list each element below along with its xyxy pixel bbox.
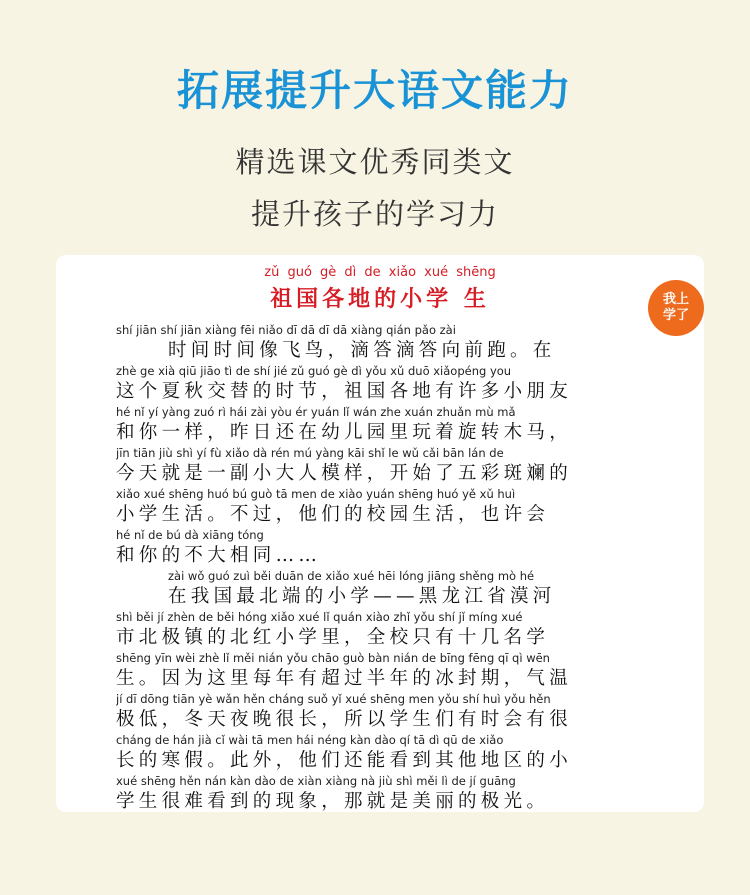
passage-line bbox=[116, 568, 636, 609]
article-title: 祖国各地的小学 生 bbox=[270, 286, 490, 312]
hanzi-line: 市北极镇的北红小学里，全校只有十几名学 bbox=[116, 627, 550, 648]
hanzi-line: 小学生活。不过，他们的校园生活，也许会 bbox=[116, 504, 550, 525]
subheadline-2: 提升孩子的学习力 bbox=[250, 197, 499, 231]
hanzi-line: 这个夏秋交替的时节，祖国各地有许多小朋友 bbox=[116, 381, 573, 402]
pinyin-line: shì běi jí zhèn de běi hóng xiǎo xué lǐ quán xiào zhǐ yǒu shí jǐ míng xué bbox=[116, 610, 523, 624]
hanzi-line: 长的寒假。此外，他们还能看到其他地区的小 bbox=[116, 750, 573, 771]
pinyin-line: jīn tiān jiù shì yí fù xiǎo dà rén mú yàng kāi shǐ le wǔ cǎi bān lán de bbox=[116, 446, 504, 460]
badge-line-2: 学了 bbox=[662, 308, 689, 323]
pinyin-line: zài wǒ guó zuì běi duān de xiǎo xué hēi lóng jiāng shěng mò hé bbox=[168, 569, 535, 583]
pinyin-line: hé nǐ yí yàng zuó rì hái zài yòu ér yuán lǐ wán zhe xuán zhuǎn mù mǎ bbox=[116, 405, 516, 419]
passage-line bbox=[116, 322, 636, 363]
hanzi-line: 和你的不大相同…… bbox=[116, 545, 322, 566]
hanzi-line: 今天就是一副小大人模样，开始了五彩斑斓的 bbox=[116, 463, 573, 484]
passage-line bbox=[116, 445, 636, 486]
pinyin-line: xué shēng hěn nán kàn dào de xiàn xiàng nà jiù shì měi lì de jí guāng bbox=[116, 774, 516, 788]
passage-line bbox=[116, 650, 636, 691]
passage-line bbox=[116, 527, 636, 568]
passage bbox=[116, 322, 636, 814]
passage-line bbox=[116, 773, 636, 814]
passage-line bbox=[116, 486, 636, 527]
subheadline-1: 精选课文优秀同类文 bbox=[235, 145, 515, 179]
headline: 拓展提升大语文能力 bbox=[176, 66, 573, 115]
pinyin-line: hé nǐ de bú dà xiāng tóng bbox=[116, 528, 264, 542]
title-pinyin: zǔ guó gè dì de xiǎo xué shēng bbox=[264, 265, 496, 280]
pinyin-line: shí jiān shí jiān xiàng fēi niǎo dī dā dī dā xiàng qián pǎo zài bbox=[116, 323, 456, 337]
hanzi-line: 极低，冬天夜晚很长，所以学生们有时会有很 bbox=[116, 709, 573, 730]
hanzi-line: 在我国最北端的小学——黑龙江省漠河 bbox=[168, 586, 556, 607]
passage-line bbox=[116, 609, 636, 650]
pinyin-line: shēng yīn wèi zhè lǐ měi nián yǒu chāo guò bàn nián de bīng fēng qī qì wēn bbox=[116, 651, 550, 665]
pinyin-line: jí dī dōng tiān yè wǎn hěn cháng suǒ yǐ xué shēng men yǒu shí huì yǒu hěn bbox=[116, 692, 551, 706]
passage-line bbox=[116, 363, 636, 404]
pinyin-line: cháng de hán jià cǐ wài tā men hái néng kàn dào qí tā dì qū de xiǎo bbox=[116, 733, 504, 747]
pinyin-line: xiǎo xué shēng huó bú guò tā men de xiào yuán shēng huó yě xǔ huì bbox=[116, 487, 516, 501]
hanzi-line: 学生很难看到的现象，那就是美丽的极光。 bbox=[116, 791, 550, 812]
hanzi-line: 和你一样，昨日还在幼儿园里玩着旋转木马， bbox=[116, 422, 573, 443]
passage-line bbox=[116, 691, 636, 732]
hanzi-line: 时间时间像飞鸟，滴答滴答向前跑。在 bbox=[168, 340, 556, 361]
badge-line-1: 我上 bbox=[662, 292, 689, 307]
passage-line bbox=[116, 404, 636, 445]
pinyin-line: zhè ge xià qiū jiāo tì de shí jié zǔ guó gè dì yǒu xǔ duō xiǎopéng you bbox=[116, 364, 512, 378]
passage-line bbox=[116, 732, 636, 773]
hanzi-line: 生。因为这里每年有超过半年的冰封期，气温 bbox=[116, 668, 573, 689]
